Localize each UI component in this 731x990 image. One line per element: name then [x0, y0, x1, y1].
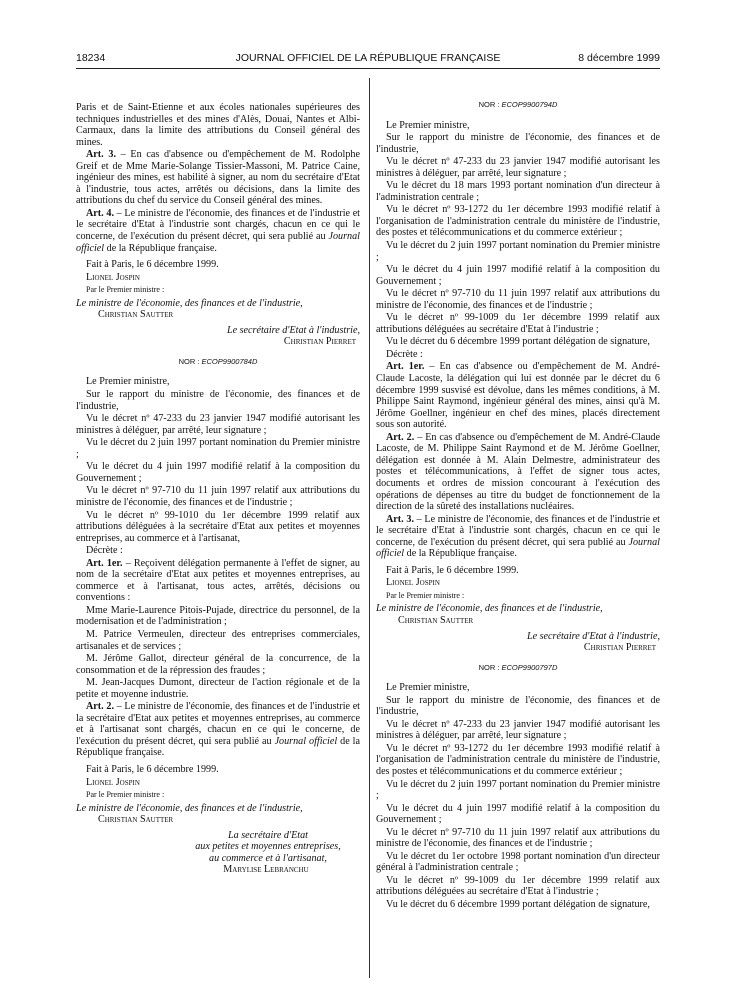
secretary-name: Christian Pierret [283, 336, 356, 348]
par-le-premier-ministre: Par le Premier ministre : [86, 285, 165, 295]
article-2 [76, 701, 360, 759]
paragraph: Le Premier ministre, [386, 119, 470, 131]
par-le-premier-ministre: Par le Premier ministre : [386, 590, 465, 600]
article-text: – En cas d'absence ou d'empêchement de M. André-Claude Lacoste, la délégation qui lui est donnée par le décret du 6 décembre 1999 susvisé est dévolue, dans les mêmes conditions, à M. Philippe Saint Raymond, ingénieur général des mines, ainsi qu'à M. Jérôme Goellner, ingénieur en chef des mines, placés directement sous son autorité. [376, 361, 660, 431]
left-column [76, 102, 360, 876]
journal-title: JOURNAL OFFICIEL DE LA RÉPUBLIQUE FRANÇAISE [235, 52, 501, 64]
paragraph: Sur le rapport du ministre de l'économie, des finances et de l'industrie, [376, 694, 660, 718]
journal-name: Journal officiel [76, 231, 360, 254]
paragraph: Sur le rapport du ministre de l'économie, des finances et de l'industrie, [76, 389, 360, 412]
fait-line: Fait à Paris, le 6 décembre 1999. [86, 763, 219, 775]
minister-title: Le ministre de l'économie, des finances et de l'industrie, [76, 802, 303, 814]
minister-name: Christian Sautter [98, 814, 174, 826]
paragraph: Vu le décret nº 93-1272 du 1er décembre 1993 modifié relatif à l'organisation de l'administration centrale du ministère de l'industrie, des postes et télécommunications et du commerce extérieur ; [376, 204, 660, 239]
article-1 [376, 361, 660, 430]
paragraph: Vu le décret du 18 mars 1993 portant nomination d'un directeur à l'administration centrale ; [376, 180, 660, 203]
decrete-heading: Décrète : [86, 545, 123, 557]
minister-title: Le ministre de l'économie, des finances et de l'industrie, [376, 603, 603, 615]
decrete-heading: Décrète : [386, 348, 423, 360]
signer-name: Lionel Jospin [86, 271, 140, 283]
par-le-premier-ministre: Par le Premier ministre : [86, 790, 165, 800]
paragraph: Vu le décret du 4 juin 1997 modifié relatif à la composition du Gouvernement ; [376, 802, 660, 826]
minister-signature [76, 803, 360, 826]
article-text: – En cas d'absence ou d'empêchement de M. Rodolphe Greif et de Mme Marie-Solange Tissier-Massoni, M. Patrice Caine, ingénieur des mines, est habilité à signer, au nom du secrétaire d'Etat à l'industrie, tous actes, arrêtés ou décisions, dans la limite des attributions du chef du service du Conseil général des mines. [76, 149, 360, 207]
nor-label: NOR : [478, 662, 502, 672]
paragraph: Le Premier ministre, [86, 376, 170, 388]
nor-reference [76, 356, 360, 368]
article-3 [376, 514, 660, 560]
paragraph: Vu le décret nº 47-233 du 23 janvier 1947 modifié autorisant les ministres à déléguer, par arrêté, leur signature ; [376, 718, 660, 742]
secretary-title: Le secrétaire d'Etat à l'industrie, [226, 324, 360, 336]
article-label: Art. 3. [386, 513, 414, 525]
paragraph: Vu le décret du 4 juin 1997 modifié relatif à la composition du Gouvernement ; [76, 461, 360, 484]
right-column [376, 99, 660, 912]
paragraph: Vu le décret du 4 juin 1997 modifié relatif à la composition du Gouvernement ; [376, 264, 660, 287]
paragraph: Vu le décret nº 93-1272 du 1er décembre 1993 modifié relatif à l'organisation de l'administration centrale du ministère de l'industrie, des postes et télécommunications et du commerce extérieur ; [376, 742, 660, 777]
nor-reference [376, 662, 660, 674]
fait-line: Fait à Paris, le 6 décembre 1999. [386, 564, 519, 576]
paragraph: Paris et de Saint-Etienne et aux écoles nationales supérieures des techniques industrielles et des mines d'Alès, Douai, Nantes et Albi-Carmaux, dans la limite des attributions du Conseil général des mines. [76, 102, 360, 148]
paragraph: Vu le décret nº 99-1009 du 1er décembre 1999 relatif aux attributions déléguées au secrétaire d'Etat à l'industrie ; [376, 312, 660, 335]
article-text: – Reçoivent délégation permanente à l'effet de signer, au nom de la secrétaire d'Etat aux petites et moyennes entreprises, au commerce et à l'artisanat, tous actes, arrêtés, décisions ou conventions : [76, 557, 360, 604]
journal-name: Journal officiel [274, 735, 338, 747]
article-label: Art. 2. [386, 431, 415, 443]
paragraph: Vu le décret nº 99-1009 du 1er décembre 1999 relatif aux attributions déléguées au secrétaire d'Etat à l'industrie ; [376, 874, 660, 898]
secretary-name: Christian Pierret [583, 642, 656, 654]
page-number: 18234 [76, 52, 106, 64]
article-label: Art. 1er. [86, 557, 123, 569]
article-text: de la République française. [404, 548, 517, 560]
article-4 [76, 208, 360, 254]
list-item: M. Patrice Vermeulen, directeur des entreprises commerciales, artisanales et de services ; [76, 628, 360, 652]
issue-date: 8 décembre 1999 [578, 52, 660, 64]
minister-name: Christian Sautter [398, 614, 474, 626]
nor-label: NOR : [478, 100, 502, 109]
paragraph: Vu le décret du 2 juin 1997 portant nomination du Premier ministre ; [76, 437, 360, 460]
paragraph: Vu le décret nº 47-233 du 23 janvier 1947 modifié autorisant les ministres à déléguer, par arrêté, leur signature ; [376, 156, 660, 179]
minister-signature [76, 298, 360, 321]
article-2 [376, 432, 660, 513]
paragraph: Vu le décret du 6 décembre 1999 portant délégation de signature, [386, 899, 650, 910]
secretary-signature [176, 830, 360, 876]
paragraph: Vu le décret du 2 juin 1997 portant nomination du Premier ministre ; [376, 778, 660, 802]
secretary-signature [376, 631, 660, 654]
list-item: M. Jérôme Gallot, directeur général de la concurrence, de la consommation et de la répression des fraudes ; [76, 653, 360, 676]
nor-code: ECOP9900784D [201, 356, 258, 366]
list-item: M. Jean-Jacques Dumont, directeur de l'action régionale et de la petite et moyenne industrie. [76, 677, 360, 700]
article-text: de la République française. [104, 242, 217, 254]
paragraph: Vu le décret du 2 juin 1997 portant nomination du Premier ministre ; [376, 240, 660, 263]
article-1 [76, 558, 360, 604]
paragraph: Vu le décret nº 99-1010 du 1er décembre 1999 relatif aux attributions déléguées à la secrétaire d'Etat aux petites et moyennes entreprises, au commerce et à l'artisanat, [76, 509, 360, 544]
fait-line: Fait à Paris, le 6 décembre 1999. [86, 259, 219, 271]
secretary-signature [76, 325, 360, 348]
paragraph: Vu le décret du 1er octobre 1998 portant nomination d'un directeur général à l'administration centrale ; [376, 850, 660, 874]
paragraph: Le Premier ministre, [386, 682, 470, 694]
minister-name: Christian Sautter [98, 309, 174, 321]
article-label: Art. 2. [86, 701, 114, 713]
signer-name: Lionel Jospin [386, 577, 440, 589]
minister-title: Le ministre de l'économie, des finances et de l'industrie, [76, 297, 303, 309]
article-label: Art. 4. [86, 207, 114, 219]
journal-name: Journal officiel [376, 536, 660, 560]
page-header [76, 52, 660, 66]
article-label: Art. 3. [86, 149, 116, 161]
nor-reference [376, 99, 660, 111]
article-text: de la République française. [76, 735, 360, 759]
paragraph: Sur le rapport du ministre de l'économie, des finances et de l'industrie, [376, 132, 660, 155]
article-text: – En cas d'absence ou d'empêchement de M. André-Claude Lacoste, de M. Philippe Saint Raymond et de M. Jérôme Goellner, délégation est donnée à M. Alain Delmestre, administrateur des postes et télécommunications, à l'effet de signer tous actes, documents et ordres de mission concourant à l'exécution des opérations de dépenses au titre du budget de fonctionnement de la direction de la sûreté des installations nucléaires. [376, 431, 660, 513]
nor-code: ECOP9900794D [501, 100, 558, 109]
secretary-title: aux petites et moyennes entreprises, [195, 841, 341, 853]
paragraph: Vu le décret nº 97-710 du 11 juin 1997 relatif aux attributions du ministre de l'économie, des finances et de l'industrie ; [376, 826, 660, 850]
signer-name: Lionel Jospin [86, 776, 140, 788]
paragraph: Vu le décret nº 97-710 du 11 juin 1997 relatif aux attributions du ministre de l'économie, des finances et de l'industrie ; [76, 485, 360, 508]
article-text: – Le ministre de l'économie, des finances et de l'industrie et le secrétaire d'Etat à l'industrie sont chargés, chacun en ce qui le concerne, de l'exécution du présent décret, qui sera publié au [376, 513, 660, 548]
paragraph: Vu le décret nº 97-710 du 11 juin 1997 relatif aux attributions du ministre de l'économie, des finances et de l'industrie ; [376, 288, 660, 311]
column-divider [369, 78, 370, 978]
article-label: Art. 1er. [386, 361, 425, 373]
nor-label: NOR : [178, 356, 202, 366]
secretary-title: au commerce et à l'artisanat, [209, 852, 327, 864]
paragraph: Vu le décret nº 47-233 du 23 janvier 1947 modifié autorisant les ministres à déléguer, par arrêté, leur signature ; [76, 413, 360, 436]
nor-code: ECOP9900797D [501, 662, 558, 672]
paragraph: Vu le décret du 6 décembre 1999 portant délégation de signature, [386, 336, 650, 348]
article-text: – Le ministre de l'économie, des finances et de l'industrie et le secrétaire d'Etat à l'industrie sont chargés, chacun en ce qui le concerne, de l'exécution du présent décret, qui sera publié au [76, 207, 360, 243]
header-rule [76, 68, 660, 69]
article-3 [76, 149, 360, 207]
secretary-name: Marylise Lebranchu [223, 864, 309, 876]
secretary-title: La secrétaire d'Etat [228, 829, 308, 841]
minister-signature [376, 603, 660, 626]
secretary-title: Le secrétaire d'Etat à l'industrie, [526, 630, 660, 642]
article-text: – Le ministre de l'économie, des finances et de l'industrie et la secrétaire d'Etat aux petites et moyennes entreprises, au commerce et à l'artisanat sont chargés, chacun en ce qui le concerne, de l'exécution du présent décret, qui sera publié au [76, 701, 360, 747]
list-item: Mme Marie-Laurence Pitois-Pujade, directrice du personnel, de la modernisation et de l'administration ; [76, 604, 360, 628]
